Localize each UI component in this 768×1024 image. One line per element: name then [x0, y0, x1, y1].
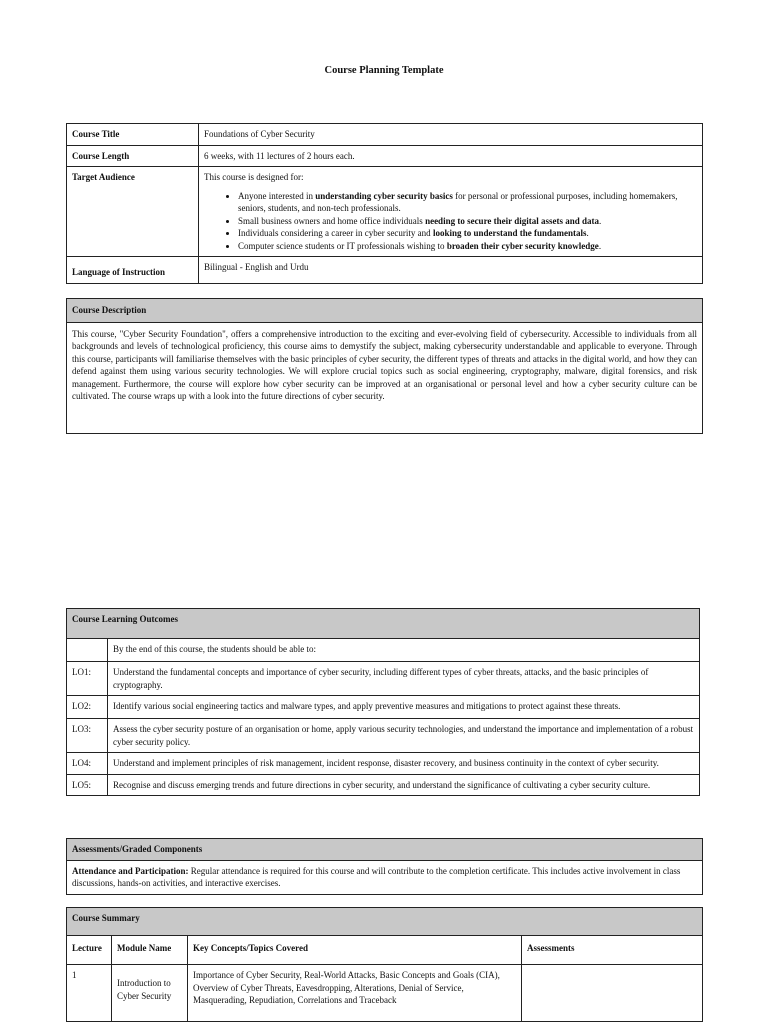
course-length-label: Course Length	[67, 145, 199, 167]
course-description-table	[66, 298, 703, 434]
audience-item: • Small business owners and home office individuals needing to secure their digital assets and data.	[238, 215, 697, 228]
summary-row	[67, 965, 703, 1022]
course-summary-table	[66, 907, 703, 1022]
learning-outcome-text: Understand the fundamental concepts and importance of cyber security, including different types of cyber threats, attacks, and the basic principles of cryptography.	[108, 662, 700, 696]
learning-outcome-id: LO5:	[67, 774, 108, 796]
assessments-label: Attendance and Participation:	[72, 865, 189, 876]
learning-outcomes-heading: Course Learning Outcomes	[67, 609, 700, 639]
language-value: Bilingual - English and Urdu	[199, 257, 703, 284]
summary-lecture: 1	[67, 965, 112, 1022]
document-title: Course Planning Template	[324, 65, 444, 76]
learning-outcome-text: Understand and implement principles of risk management, incident response, disaster recovery, and business continuity in the context of cyber security.	[108, 753, 700, 775]
summary-module: Introduction to Cyber Security	[112, 965, 188, 1022]
learning-outcome-text: Identify various social engineering tactics and malware types, and apply preventive measures and mitigations to protect against these threats.	[108, 696, 700, 719]
assessments-table	[66, 838, 703, 895]
column-header-topics: Key Concepts/Topics Covered	[188, 936, 522, 965]
course-title-row	[67, 124, 703, 146]
learning-outcome-text: Recognise and discuss emerging trends and future directions in cyber security, and understand the significance of cultivating a cyber security culture.	[108, 774, 700, 796]
learning-outcome-id: LO1:	[67, 662, 108, 696]
summary-column-headers	[67, 936, 703, 965]
learning-outcomes-intro: By the end of this course, the students should be able to:	[108, 639, 700, 662]
course-length-row	[67, 145, 703, 167]
course-title-label: Course Title	[67, 124, 199, 146]
column-header-lecture: Lecture	[67, 936, 112, 965]
learning-outcome-id: LO2:	[67, 696, 108, 719]
column-header-module: Module Name	[112, 936, 188, 965]
target-audience-label: Target Audience	[67, 167, 199, 257]
course-description-text: This course, "Cyber Security Foundation", offers a comprehensive introduction to the exciting and ever-evolving field of cybersecurity. Accessible to individuals from all backgrounds and levels of technological proficiency, this course aims to demystify the subject, making cybersecurity understandable and applicable to everyone. Through this course, participants will familiarise themselves with the basic principles of cyber security, the different types of threats and attacks in the digital world, and how they can defend against them using various security technologies. We will explore crucial topics such as social engineering, cryptography, malware, digital forensics, and risk management. Furthermore, the course will explore how cyber security can be improved at an organisational or personal level and how a cyber security culture can be cultivated. The course wraps up with a look into the future directions of cyber security.	[67, 322, 703, 433]
learning-outcome-row	[67, 753, 700, 775]
target-audience-row	[67, 167, 703, 257]
target-audience-list	[204, 190, 697, 253]
assessments-description: Regular attendance is required for this course and will contribute to the completion certificate. This includes active involvement in class discussions, hands-on activities, and interactive exercises.	[72, 865, 681, 888]
lo-intro-spacer	[67, 639, 108, 662]
language-label: Language of Instruction	[67, 257, 199, 284]
learning-outcome-id: LO3:	[67, 719, 108, 753]
course-title-value: Foundations of Cyber Security	[199, 124, 703, 146]
audience-item: • Individuals considering a career in cyber security and looking to understand the fundamentals.	[238, 227, 697, 240]
summary-topics: Importance of Cyber Security, Real-World Attacks, Basic Concepts and Goals (CIA), Overview of Cyber Threats, Eavesdropping, Alterations, Denial of Service, Masquerading, Repudiation, Correlations and Traceback	[188, 965, 522, 1022]
target-audience-value	[199, 167, 703, 257]
course-length-value: 6 weeks, with 11 lectures of 2 hours each.	[199, 145, 703, 167]
learning-outcome-row	[67, 774, 700, 796]
course-info-table	[66, 123, 703, 284]
assessments-heading: Assessments/Graded Components	[67, 839, 703, 861]
audience-item: • Computer science students or IT professionals wishing to broaden their cyber security knowledge.	[238, 240, 697, 253]
column-header-assessments: Assessments	[522, 936, 703, 965]
learning-outcomes-table	[66, 608, 700, 796]
summary-assessments	[522, 965, 703, 1022]
course-description-heading: Course Description	[67, 299, 703, 323]
target-audience-intro: This course is designed for:	[204, 172, 304, 182]
learning-outcome-row	[67, 696, 700, 719]
learning-outcome-row	[67, 719, 700, 753]
language-row	[67, 257, 703, 284]
course-summary-heading: Course Summary	[67, 908, 703, 936]
audience-item: • Anyone interested in understanding cyber security basics for personal or professional purposes, including homemakers, seniors, students, and non-tech professionals.	[238, 190, 697, 215]
learning-outcome-row	[67, 662, 700, 696]
learning-outcome-text: Assess the cyber security posture of an organisation or home, apply various security technologies, and understand the importance and implementation of a robust cyber security policy.	[108, 719, 700, 753]
learning-outcome-id: LO4:	[67, 753, 108, 775]
assessments-text	[67, 860, 703, 894]
